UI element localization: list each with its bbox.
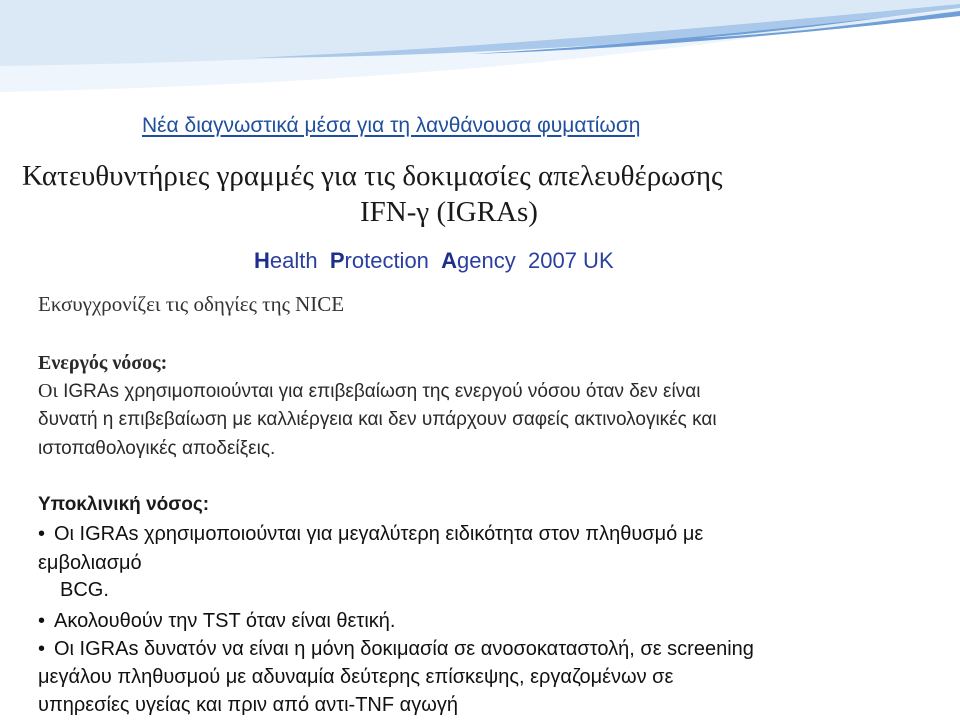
- agency-initial-h: H: [254, 248, 270, 273]
- bullet-item-3: [38, 638, 754, 661]
- active-line-1: IGRAs χρησιμοποιούνται για επιβεβαίωση της ενεργού νόσου όταν δεν είναι: [63, 381, 701, 402]
- agency-word-ealth: ealth: [269, 248, 318, 273]
- bullet-3-line-3: υπηρεσίες υγείας και πριν από αντι-TNF αγωγή: [38, 694, 458, 716]
- bullet-3-line-2: μεγάλου πληθυσμού με αδυναμία δεύτερης επίσκεψης, εργαζομένων σε: [38, 666, 674, 688]
- active-line-2: δυνατή η επιβεβαίωση με καλλιέργεια και δεν υπάρχουν σαφείς ακτινολογικές και: [38, 409, 717, 430]
- slide-title-line-2: IFN-γ (IGRAs): [360, 196, 538, 228]
- slide-title-line-1: Κατευθυντήριες γραμμές για τις δοκιμασίες απελευθέρωσης: [22, 160, 723, 192]
- bullet-item-1: [38, 523, 703, 546]
- agency-initial-a: A: [441, 248, 458, 273]
- agency-line: [254, 248, 614, 274]
- agency-initial-p: P: [329, 248, 345, 273]
- bullet-1-line-2: εμβολιασμό: [38, 552, 142, 574]
- bullet-dot-icon: •: [38, 638, 46, 660]
- agency-word-rotection: rotection: [344, 248, 429, 273]
- subclinical-heading: Υποκλινική νόσος:: [38, 494, 210, 515]
- active-disease-heading: Ενεργός νόσος:: [38, 352, 168, 374]
- bullet-dot-icon: •: [38, 523, 46, 545]
- agency-year-country: 2007 UK: [528, 248, 614, 273]
- active-prefix: Οι: [38, 380, 58, 402]
- slide-subtitle: Νέα διαγνωστικά μέσα για τη λανθάνουσα φυματίωση: [142, 114, 641, 137]
- bullet-1-line-3: BCG.: [60, 579, 109, 601]
- bullet-dot-icon: •: [38, 610, 46, 632]
- agency-word-gency: gency: [457, 248, 516, 273]
- active-line-3: ιστοπαθολογικές αποδείξεις.: [38, 438, 276, 459]
- active-text-line-1: [38, 380, 700, 403]
- header-swoosh-decoration: [0, 0, 960, 110]
- bullet-2-text: Ακολουθούν την TST όταν είναι θετική.: [54, 610, 396, 632]
- nice-note: Εκσυγχρονίζει τις οδηγίες της NICE: [38, 292, 345, 316]
- bullet-1-line-1: Οι IGRAs χρησιμοποιούνται για μεγαλύτερη ειδικότητα στον πληθυσμό με: [54, 523, 704, 545]
- bullet-item-2: [38, 610, 395, 633]
- bullet-3-line-1: Οι IGRAs δυνατόν να είναι η μόνη δοκιμασία σε ανοσοκαταστολή, σε screening: [54, 638, 754, 660]
